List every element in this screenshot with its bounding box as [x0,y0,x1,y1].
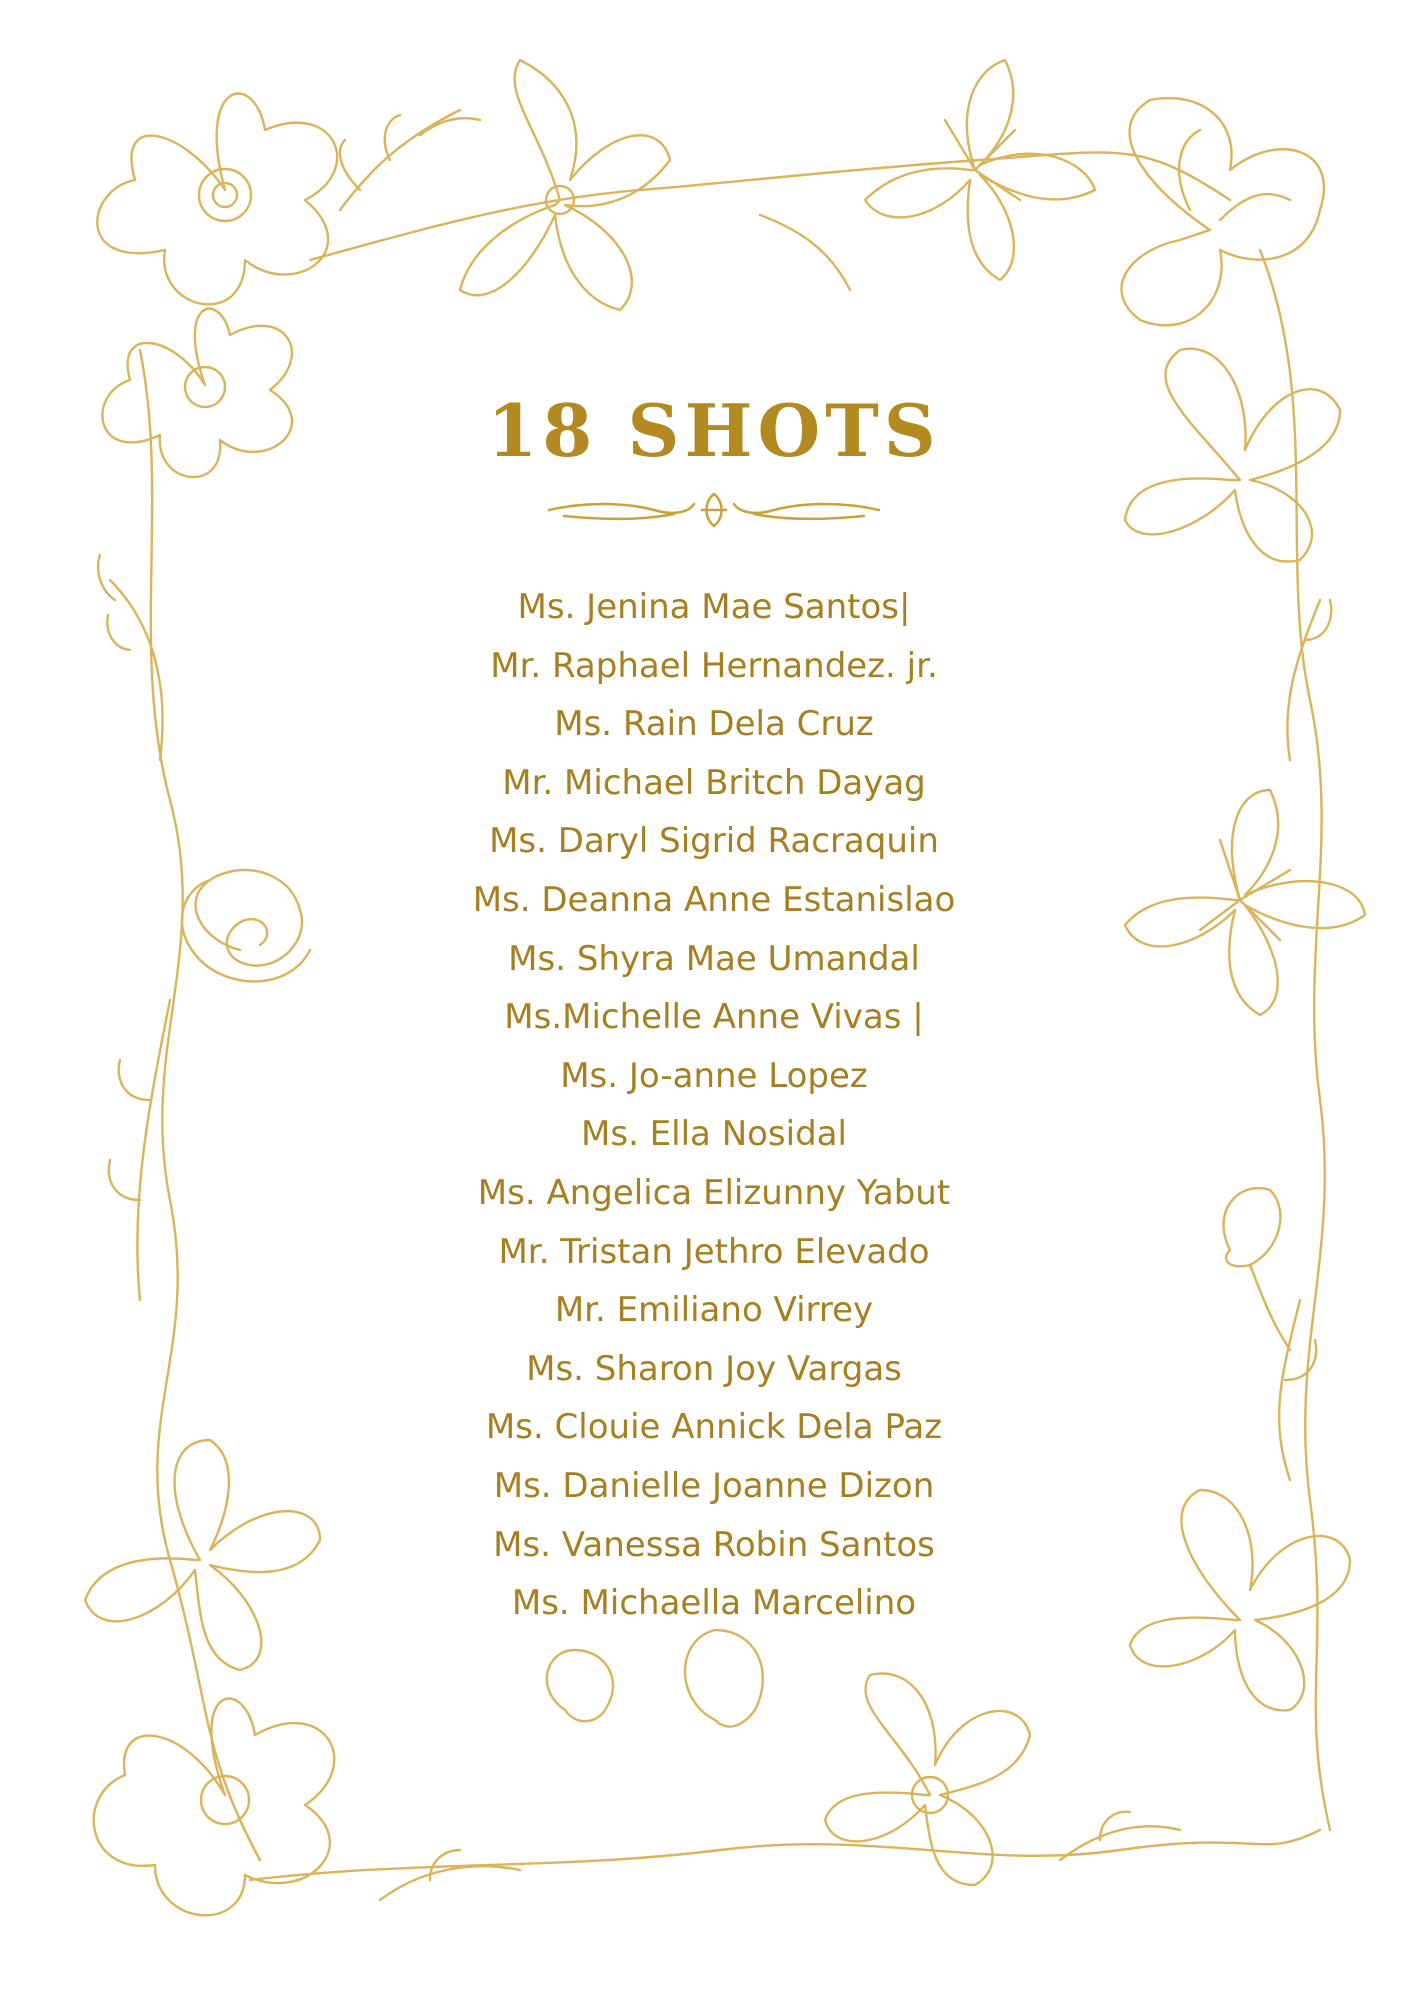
name-item: Ms. Angelica Elizunny Yabut [477,1172,951,1213]
name-item: Ms. Deanna Anne Estanislao [472,879,956,920]
name-item: Mr. Michael Britch Dayag [502,762,926,803]
name-item: Ms. Michaella Marcelino [511,1583,917,1624]
name-item: Ms. Jo-anne Lopez [560,1055,868,1096]
name-item: Ms. Danielle Joanne Dizon [493,1465,935,1506]
name-item: Mr. Raphael Hernandez. jr. [490,645,938,686]
ornamental-divider [544,488,884,532]
name-item: Ms. Sharon Joy Vargas [526,1348,902,1389]
name-item: Ms.Michelle Anne Vivas | [504,997,924,1038]
name-item: Ms. Vanessa Robin Santos [493,1524,935,1565]
name-item: Ms. Jenina Mae Santos| [517,587,911,627]
name-item: Ms. Rain Dela Cruz [554,704,874,745]
page-title: 18 SHOTS [487,388,941,473]
name-item: Mr. Tristan Jethro Elevado [498,1231,930,1272]
name-item: Ms. Clouie Annick Dela Paz [485,1407,943,1448]
name-item: Ms. Shyra Mae Umandal [508,938,920,979]
names-list [0,578,1428,1633]
name-item: Ms. Ella Nosidal [581,1114,847,1155]
name-item: Mr. Emiliano Virrey [554,1290,874,1331]
name-item: Ms. Daryl Sigrid Racraquin [489,821,939,862]
